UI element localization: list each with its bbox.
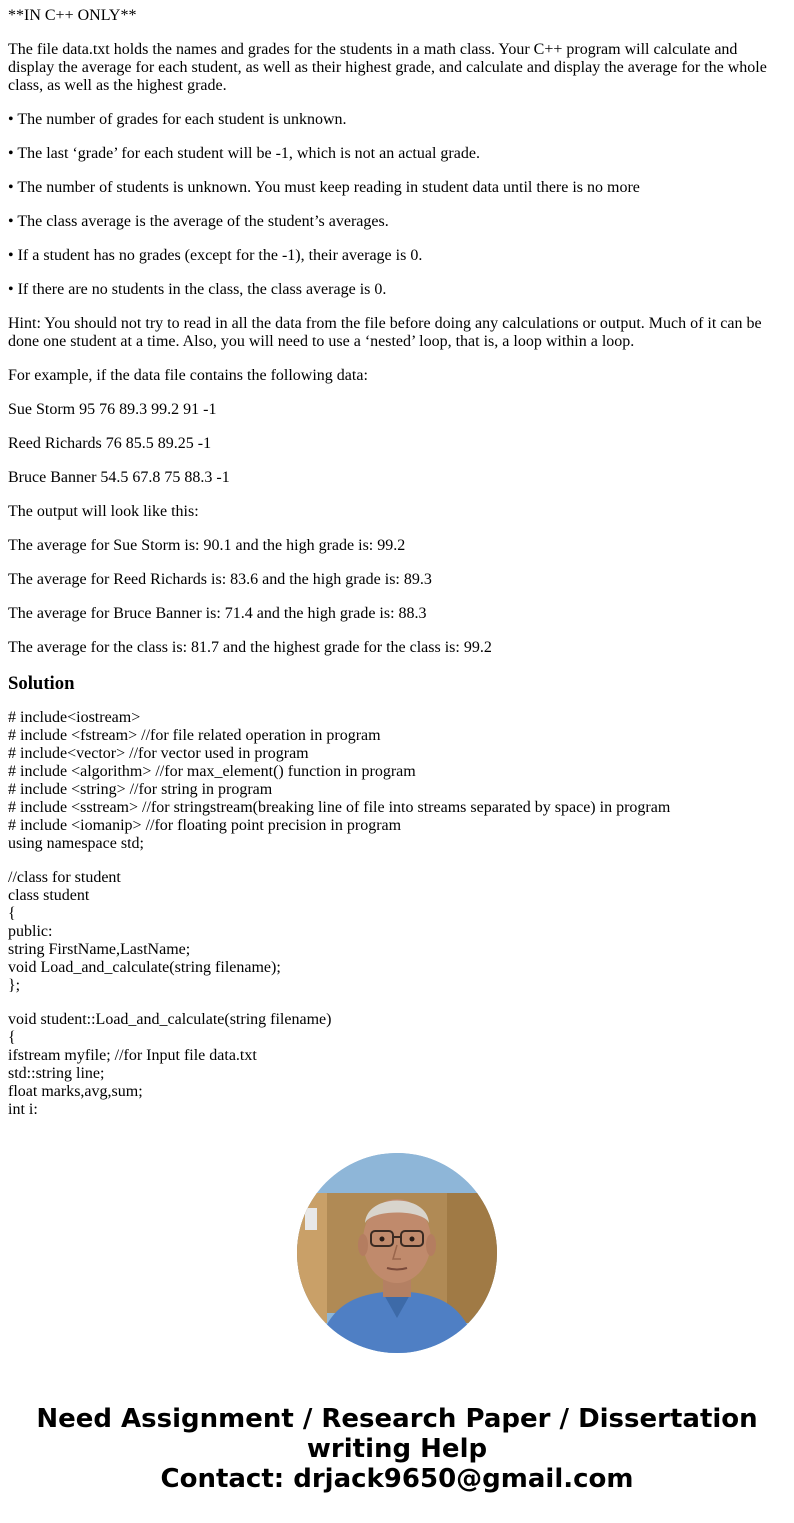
code-line: class student: [8, 887, 90, 904]
example-output-line: The average for Bruce Banner is: 71.4 and the high grade is: 88.3: [8, 605, 427, 622]
code-line: # include <sstream> //for stringstream(breaking line of file into streams separated by space) in program: [8, 799, 671, 816]
requirement-item: • The number of students is unknown. You must keep reading in student data until there is no more: [8, 179, 640, 196]
example-intro: For example, if the data file contains the following data:: [8, 367, 368, 384]
requirement-item: • The class average is the average of the student’s averages.: [8, 213, 389, 230]
code-line: //class for student: [8, 869, 121, 886]
question-section: [8, 7, 778, 657]
requirement-item: • The last ‘grade’ for each student will be -1, which is not an actual grade.: [8, 145, 480, 162]
code-line: # include<iostream>: [8, 709, 141, 726]
example-output-line: The average for Reed Richards is: 83.6 and the high grade is: 89.3: [8, 571, 432, 588]
contact-email-line: Contact: drjack9650@gmail.com: [160, 1464, 634, 1494]
requirement-item: • If there are no students in the class, the class average is 0.: [8, 281, 387, 298]
requirement-item: • The number of grades for each student is unknown.: [8, 111, 347, 128]
question-header: **IN C++ ONLY**: [8, 7, 137, 24]
code-line: int i:: [8, 1101, 38, 1118]
code-line: {: [8, 1029, 16, 1046]
code-line: # include <iomanip> //for floating point precision in program: [8, 817, 402, 834]
code-line: # include <algorithm> //for max_element() function in program: [8, 763, 416, 780]
document-content: [8, 7, 778, 1135]
tutor-avatar: [297, 1153, 497, 1353]
code-block-function: [8, 1011, 778, 1119]
hint-paragraph: Hint: You should not try to read in all the data from the file before doing any calculations or output. Much of it can be done one student at a time. Also, you will need to use a ‘nested’ loop, that is, a loop within a loop.: [8, 315, 762, 350]
example-output-line: The average for Sue Storm is: 90.1 and the high grade is: 99.2: [8, 537, 406, 554]
code-line: ifstream myfile; //for Input file data.txt: [8, 1047, 257, 1064]
example-data-line: Bruce Banner 54.5 67.8 75 88.3 -1: [8, 469, 230, 486]
requirement-item: • If a student has no grades (except for the -1), their average is 0.: [8, 247, 423, 264]
code-line: };: [8, 977, 21, 994]
code-line: string FirstName,LastName;: [8, 941, 191, 958]
banner-line-1: Need Assignment / Research Paper / Dissertation: [36, 1404, 758, 1434]
code-line: # include <fstream> //for file related operation in program: [8, 727, 381, 744]
code-block-includes: [8, 709, 778, 853]
solution-heading: Solution: [8, 673, 75, 694]
code-line: std::string line;: [8, 1065, 105, 1082]
example-data-line: Reed Richards 76 85.5 89.25 -1: [8, 435, 212, 452]
code-line: using namespace std;: [8, 835, 144, 852]
question-description: The file data.txt holds the names and grades for the students in a math class. Your C++ program will calculate and display the average for each student, as well as their highest grade, and calculate and display the average for the whole class, as well as the highest grade.: [8, 41, 767, 94]
code-line: {: [8, 905, 16, 922]
contact-banner: [0, 1404, 794, 1494]
person-portrait-icon: [297, 1153, 497, 1353]
code-line: # include <string> //for string in program: [8, 781, 273, 798]
banner-line-2: writing Help: [306, 1434, 488, 1464]
example-data-line: Sue Storm 95 76 89.3 99.2 91 -1: [8, 401, 217, 418]
output-intro: The output will look like this:: [8, 503, 199, 520]
code-line: void Load_and_calculate(string filename);: [8, 959, 281, 976]
code-line: public:: [8, 923, 53, 940]
code-block-class: [8, 869, 778, 995]
example-output-line: The average for the class is: 81.7 and the highest grade for the class is: 99.2: [8, 639, 492, 656]
code-line: void student::Load_and_calculate(string filename): [8, 1011, 332, 1028]
code-line: float marks,avg,sum;: [8, 1083, 143, 1100]
code-line: # include<vector> //for vector used in program: [8, 745, 309, 762]
